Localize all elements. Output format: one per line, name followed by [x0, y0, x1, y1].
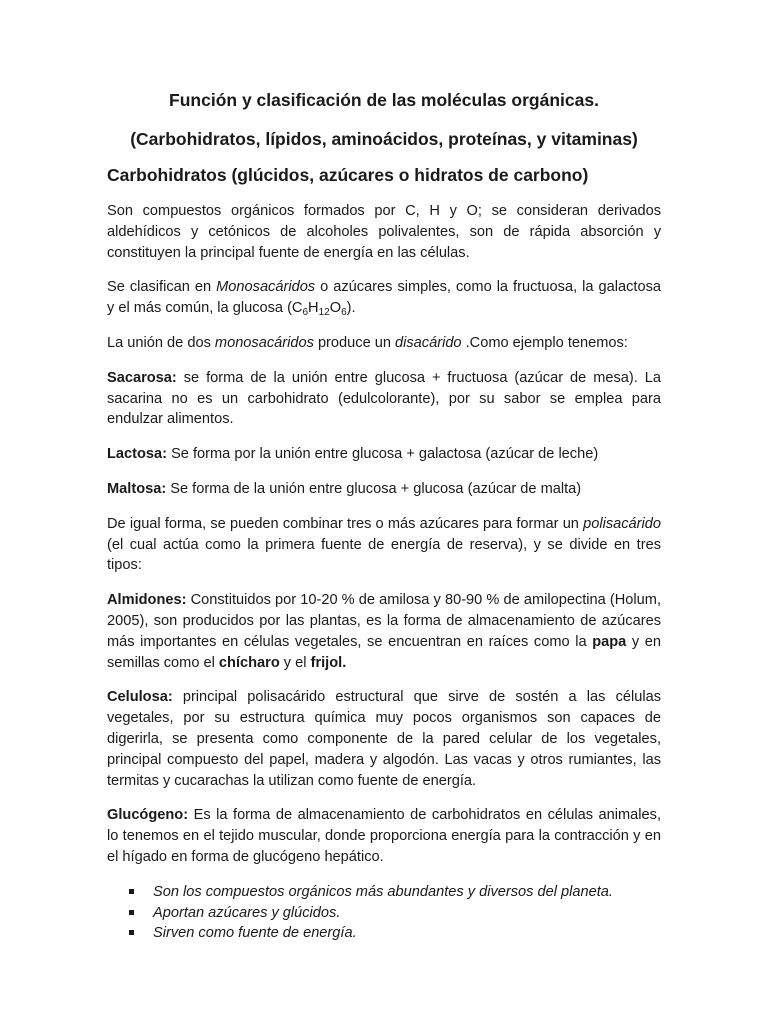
subscript: 6 — [341, 307, 347, 319]
text-run: y en semillas como el — [107, 633, 662, 671]
square-bullet-icon — [129, 910, 134, 915]
subscript: 6 — [302, 307, 309, 319]
list-item-text: Aportan azúcares y glúcidos. — [153, 904, 341, 921]
paragraph-glucogeno — [107, 805, 661, 867]
text-run: Se clasifican en — [107, 279, 217, 296]
list-item-text: Sirven como fuente de energía. — [153, 925, 357, 942]
term-maltosa: Maltosa: — [107, 480, 167, 497]
square-bullet-icon — [129, 930, 134, 935]
text-run: Constituidos por 10-20 % de amilosa y 80-90 % de amilopectina (Holum, 2005), son producidos por las plantas, es la forma de almacenamiento de azúcares más importantes en células vegetales, se encuentran en raíces como la — [107, 592, 661, 650]
list-item — [129, 903, 661, 924]
term-frijol: frijol. — [310, 654, 347, 671]
text-run: De igual forma, se pueden combinar tres o más azúcares para formar un — [107, 515, 584, 532]
paragraph-celulosa — [107, 687, 661, 791]
text-run: produce un — [313, 334, 396, 351]
text-run: Se forma por la unión entre glucosa + galactosa (azúcar de leche) — [167, 446, 599, 463]
text-run: La unión de dos — [107, 334, 215, 351]
document-subtitle: (Carbohidratos, lípidos, aminoácidos, proteínas, y vitaminas) — [130, 129, 638, 149]
section-heading: Carbohidratos (glúcidos, azúcares o hidratos de carbono) — [107, 165, 589, 185]
text-run: H — [308, 300, 319, 317]
term-polisacarido: polisacárido — [583, 515, 661, 532]
paragraph-polisacarido — [107, 514, 661, 576]
paragraph-maltosa — [107, 479, 661, 500]
paragraph-definition: Son compuestos orgánicos formados por C, H y O; se consideran derivados aldehídicos y cetónicos de alcoholes polivalentes, son de rápida absorción y constituyen la principal fuente de energía en las células. — [107, 203, 661, 261]
term-celulosa: Celulosa: — [107, 689, 173, 706]
list-item-text: Son los compuestos orgánicos más abundantes y diversos del planeta. — [153, 883, 613, 900]
paragraph-monosacaridos — [107, 277, 661, 319]
term-papa: papa — [592, 633, 627, 650]
text-run: Se forma de la unión entre glucosa + glucosa (azúcar de malta) — [166, 480, 582, 497]
list-item — [129, 923, 661, 944]
subscript: 12 — [318, 307, 330, 319]
term-glucogeno: Glucógeno: — [107, 807, 189, 824]
text-run: Es la forma de almacenamiento de carbohidratos en células animales, lo tenemos en el tejido muscular, donde proporciona energía para la contracción y en el hígado en forma de glucógeno hepático. — [107, 807, 661, 865]
text-run: se forma de la unión entre glucosa + fructuosa (azúcar de mesa). La sacarina no es un carbohidrato (edulcolorante), por su sabor se emplea para endulzar alimentos. — [107, 369, 661, 428]
term-lactosa: Lactosa: — [107, 446, 168, 463]
paragraph-sacarosa — [107, 368, 661, 430]
paragraph-disacarido — [107, 333, 661, 354]
term-sacarosa: Sacarosa: — [107, 369, 177, 386]
text-run: y el — [279, 654, 311, 671]
term-disacarido: disacárido — [395, 334, 462, 351]
term-monosacaridos: monosacáridos — [214, 334, 314, 351]
list-item — [129, 882, 661, 903]
text-run: O — [329, 300, 342, 317]
term-almidones: Almidones: — [107, 592, 187, 609]
term-monosacaridos: Monosacáridos — [216, 279, 316, 296]
bullet-list — [129, 882, 661, 944]
paragraph-almidones — [107, 590, 661, 673]
text-run: (el cual actúa como la primera fuente de energía de reserva), y se divide en tres tipos: — [107, 536, 661, 574]
document-title: Función y clasificación de las moléculas orgánicas. — [169, 90, 599, 110]
text-run: ). — [346, 300, 356, 317]
text-run: o azúcares simples, como la fructuosa, la galactosa y el más común, la glucosa (C — [107, 279, 661, 317]
text-run: principal polisacárido estructural que sirve de sostén a las células vegetales, por su estructura química muy pocos organismos son capaces de digerirla, se presenta como componente de la pared celular de los vegetales, principal compuesto del papel, madera y algodón. Las vacas y otros rumiantes, las termitas y cucarachas la utilizan como fuente de energía. — [107, 689, 661, 789]
paragraph-lactosa — [107, 444, 661, 465]
term-chicharo: chícharo — [218, 654, 280, 671]
text-run: .Como ejemplo tenemos: — [461, 334, 628, 351]
square-bullet-icon — [129, 889, 134, 894]
